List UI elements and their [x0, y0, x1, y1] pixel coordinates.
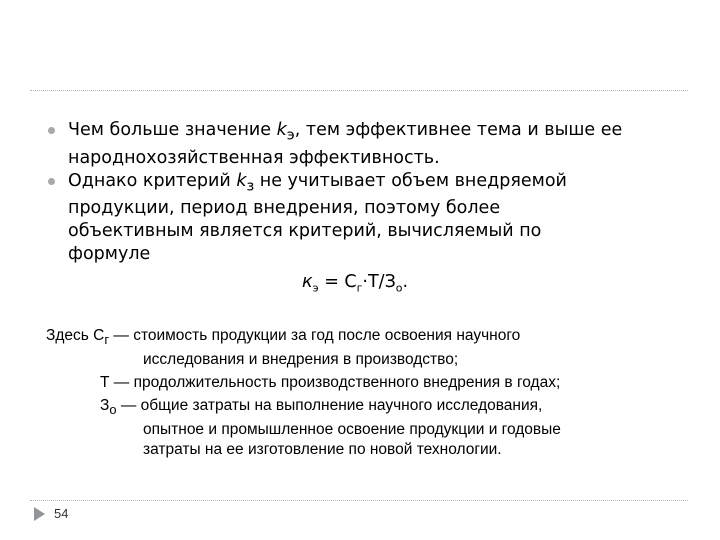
legend-row-expenses-cont-1: опытное и промышленное освоение продукции и годовые [143, 421, 561, 439]
formula-legend [46, 326, 686, 460]
legend-row-expenses: $З_о$ — общие затраты на выполнение научного исследования, [100, 397, 543, 418]
bullet-1-line-1: Чем больше значение $k_э$, тем эффективнее тема и выше ее [68, 120, 623, 144]
bullet-item-1 [46, 119, 686, 170]
bullet-2-line-3: объективным является критерий, вычисляемый по [68, 221, 542, 241]
bullet-dot-icon [48, 127, 55, 134]
bullet-2-line-4: формуле [68, 244, 151, 264]
legend-row-expenses-cont-2: затраты на ее изготовление по новой технологии. [143, 441, 502, 459]
bullet-2-line-2: продукции, период внедрения, поэтому более [68, 198, 501, 218]
bottom-divider [30, 500, 688, 501]
legend-row-duration: Т — продолжительность производственного внедрения в годах; [100, 374, 561, 392]
page-number: 54 [54, 506, 69, 521]
legend-row-cost-cont: исследования и внедрения в производство; [143, 351, 459, 369]
bullet-dot-icon [48, 178, 55, 185]
bullet-1-line-2: народнохозяйственная эффективность. [68, 147, 440, 168]
top-divider [30, 90, 688, 91]
formula: $к_э = С_г\cdot Т/З_о$. [302, 272, 409, 295]
bullet-2-line-1: Однако критерий $k_з$ не учитывает объем внедряемой [68, 170, 567, 194]
bullet-list [46, 119, 686, 266]
legend-row-cost: Здесь $С_г$ — стоимость продукции за год после освоения научного [46, 327, 521, 348]
footer-arrow-icon [34, 507, 45, 521]
bullet-item-2 [46, 170, 686, 267]
